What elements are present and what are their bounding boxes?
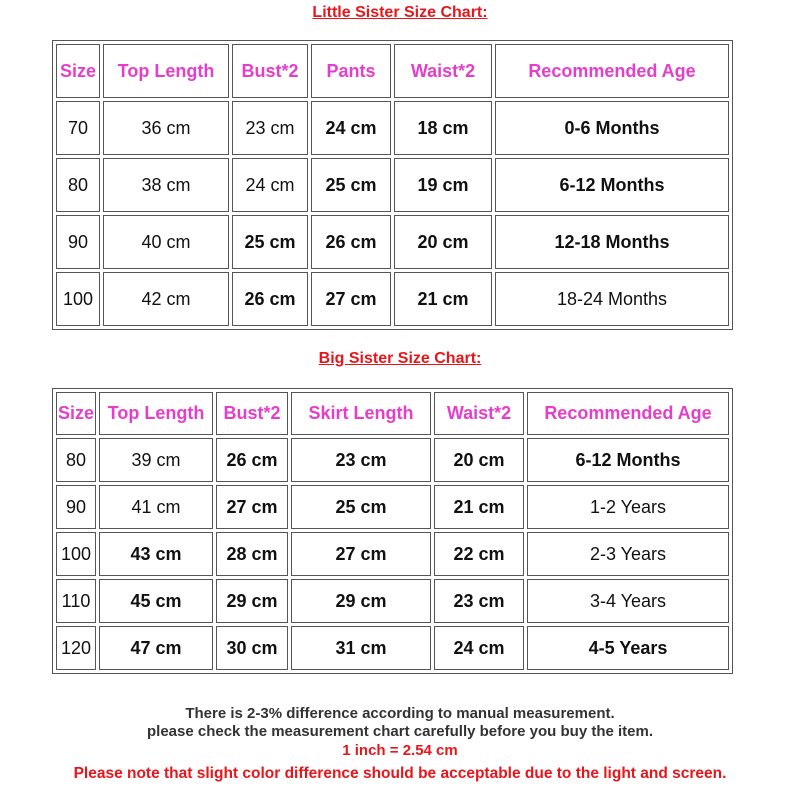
header-bust: Bust*2 <box>216 392 288 435</box>
cell-skirt-length: 31 cm <box>291 626 431 670</box>
big-sister-size-table <box>52 388 733 674</box>
cell-top-length: 45 cm <box>99 579 213 623</box>
header-bust: Bust*2 <box>232 44 308 98</box>
cell-size: 100 <box>56 272 100 326</box>
table-row <box>56 438 729 482</box>
cell-bust: 29 cm <box>216 579 288 623</box>
cell-bust: 26 cm <box>232 272 308 326</box>
color-difference-note: Please note that slight color difference should be acceptable due to the light and screen. <box>73 765 727 782</box>
header-skirt-length: Skirt Length <box>291 392 431 435</box>
little-sister-chart-title: Little Sister Size Chart: <box>312 4 488 21</box>
cell-waist: 18 cm <box>394 101 492 155</box>
cell-recommended-age: 0-6 Months <box>495 101 729 155</box>
cell-bust: 23 cm <box>232 101 308 155</box>
header-size: Size <box>56 44 100 98</box>
cell-waist: 21 cm <box>394 272 492 326</box>
table-row <box>56 158 729 212</box>
cell-bust: 26 cm <box>216 438 288 482</box>
big-sister-chart-title: Big Sister Size Chart: <box>318 350 482 367</box>
header-waist: Waist*2 <box>434 392 524 435</box>
cell-skirt-length: 23 cm <box>291 438 431 482</box>
little-sister-size-table <box>52 40 733 330</box>
check-chart-note: please check the measurement chart carefully before you buy the item. <box>146 723 653 740</box>
cell-skirt-length: 29 cm <box>291 579 431 623</box>
cell-recommended-age: 1-2 Years <box>527 485 729 529</box>
cell-top-length: 40 cm <box>103 215 229 269</box>
header-top-length: Top Length <box>99 392 213 435</box>
cell-recommended-age: 3-4 Years <box>527 579 729 623</box>
cell-recommended-age: 4-5 Years <box>527 626 729 670</box>
header-recommended-age: Recommended Age <box>527 392 729 435</box>
cell-top-length: 36 cm <box>103 101 229 155</box>
table-row <box>56 532 729 576</box>
cell-pants: 26 cm <box>311 215 391 269</box>
cell-size: 110 <box>56 579 96 623</box>
cell-top-length: 39 cm <box>99 438 213 482</box>
cell-waist: 20 cm <box>434 438 524 482</box>
table-row <box>56 579 729 623</box>
cell-pants: 24 cm <box>311 101 391 155</box>
cell-bust: 28 cm <box>216 532 288 576</box>
cell-size: 80 <box>56 158 100 212</box>
table-row <box>56 272 729 326</box>
cell-bust: 30 cm <box>216 626 288 670</box>
header-top-length: Top Length <box>103 44 229 98</box>
cell-recommended-age: 12-18 Months <box>495 215 729 269</box>
cell-bust: 24 cm <box>232 158 308 212</box>
cell-recommended-age: 18-24 Months <box>495 272 729 326</box>
cell-size: 90 <box>56 485 96 529</box>
cell-top-length: 47 cm <box>99 626 213 670</box>
header-waist: Waist*2 <box>394 44 492 98</box>
cell-size: 100 <box>56 532 96 576</box>
cell-size: 80 <box>56 438 96 482</box>
cell-pants: 27 cm <box>311 272 391 326</box>
cell-recommended-age: 2-3 Years <box>527 532 729 576</box>
cell-size: 90 <box>56 215 100 269</box>
cell-waist: 23 cm <box>434 579 524 623</box>
table-row <box>56 626 729 670</box>
header-pants: Pants <box>311 44 391 98</box>
cell-size: 120 <box>56 626 96 670</box>
cell-recommended-age: 6-12 Months <box>527 438 729 482</box>
header-size: Size <box>56 392 96 435</box>
cell-bust: 25 cm <box>232 215 308 269</box>
measurement-difference-note: There is 2-3% difference according to manual measurement. <box>185 705 615 722</box>
cell-pants: 25 cm <box>311 158 391 212</box>
table-header-row <box>56 44 729 98</box>
cell-waist: 22 cm <box>434 532 524 576</box>
inch-conversion-note: 1 inch = 2.54 cm <box>342 742 458 759</box>
header-recommended-age: Recommended Age <box>495 44 729 98</box>
cell-recommended-age: 6-12 Months <box>495 158 729 212</box>
table-row <box>56 215 729 269</box>
cell-waist: 21 cm <box>434 485 524 529</box>
cell-waist: 20 cm <box>394 215 492 269</box>
cell-top-length: 43 cm <box>99 532 213 576</box>
cell-skirt-length: 25 cm <box>291 485 431 529</box>
table-row <box>56 101 729 155</box>
cell-waist: 19 cm <box>394 158 492 212</box>
cell-top-length: 38 cm <box>103 158 229 212</box>
table-row <box>56 485 729 529</box>
cell-top-length: 41 cm <box>99 485 213 529</box>
cell-bust: 27 cm <box>216 485 288 529</box>
cell-size: 70 <box>56 101 100 155</box>
cell-skirt-length: 27 cm <box>291 532 431 576</box>
cell-top-length: 42 cm <box>103 272 229 326</box>
cell-waist: 24 cm <box>434 626 524 670</box>
table-header-row <box>56 392 729 435</box>
